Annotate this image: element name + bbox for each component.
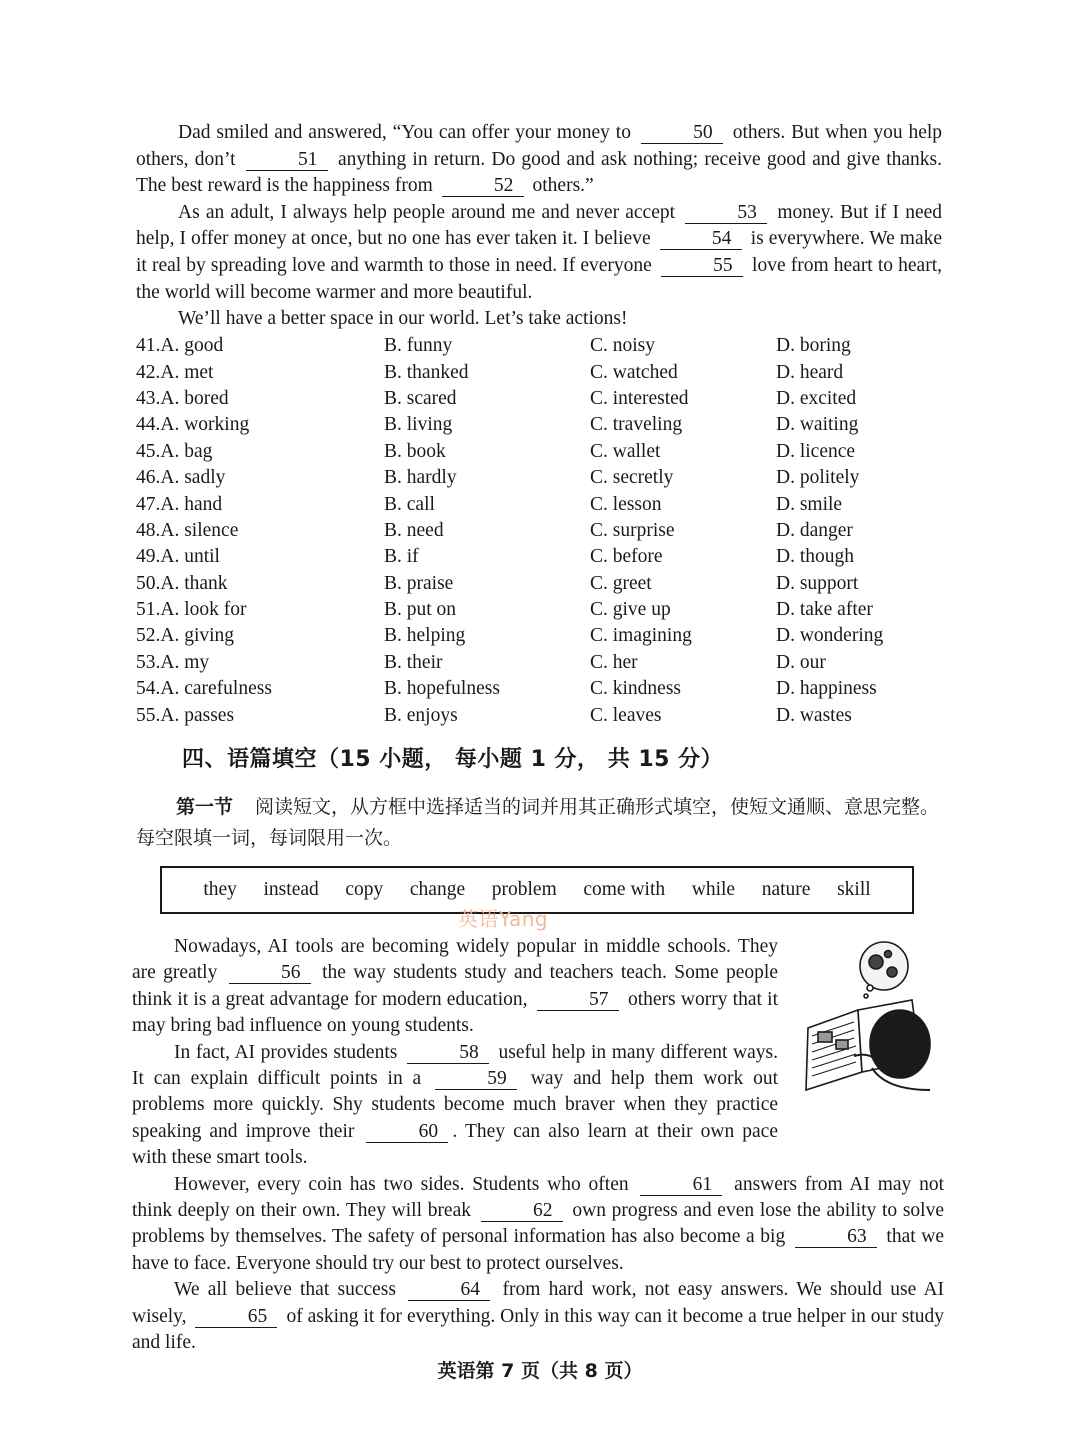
text-span: way and help them work out problems more quickly. Shy students become much braver when they practice speaking and improve their bbox=[132, 1068, 779, 1142]
option-cell bbox=[136, 650, 384, 676]
option-cell bbox=[384, 412, 590, 438]
blank-62: 62 bbox=[481, 1201, 563, 1222]
blank-59: 59 bbox=[435, 1069, 517, 1090]
option-cell bbox=[384, 571, 590, 597]
option-cell bbox=[136, 702, 384, 728]
option-a: A. sadly bbox=[160, 467, 226, 489]
option-b: B. thanked bbox=[384, 361, 469, 383]
option-a: A. met bbox=[160, 361, 214, 383]
option-c: C. greet bbox=[590, 572, 652, 594]
question-number: 49. bbox=[136, 546, 161, 568]
option-d: D. take after bbox=[776, 599, 873, 621]
option-row bbox=[136, 333, 936, 359]
option-c: C. noisy bbox=[590, 335, 656, 357]
option-row bbox=[136, 491, 936, 517]
option-cell bbox=[136, 571, 384, 597]
text-span: others worry that it may bring bad influence on young students. bbox=[132, 988, 779, 1037]
blank-53: 53 bbox=[685, 203, 767, 224]
option-cell bbox=[384, 491, 590, 517]
cloze-passage-end bbox=[136, 120, 942, 333]
question-number: 46. bbox=[136, 467, 161, 489]
options-table bbox=[136, 333, 936, 729]
option-cell bbox=[136, 623, 384, 649]
part-label: 第一节 bbox=[176, 796, 234, 818]
option-cell bbox=[776, 597, 936, 623]
option-cell bbox=[776, 571, 936, 597]
option-cell bbox=[590, 359, 776, 385]
option-cell bbox=[384, 597, 590, 623]
reading-paragraph-3 bbox=[132, 1172, 944, 1278]
option-a: A. bored bbox=[160, 387, 229, 409]
question-number: 55. bbox=[136, 704, 161, 726]
option-cell bbox=[590, 676, 776, 702]
question-number: 54. bbox=[136, 678, 161, 700]
option-cell bbox=[136, 412, 384, 438]
option-cell bbox=[590, 333, 776, 359]
blank-57: 57 bbox=[537, 990, 619, 1011]
text-span: from hard work, not easy answers. We should use AI wisely, bbox=[132, 1279, 945, 1327]
option-d: D. our bbox=[776, 651, 826, 673]
word-box-item: skill bbox=[837, 879, 871, 900]
option-a: A. giving bbox=[160, 625, 235, 647]
option-c: C. before bbox=[590, 546, 663, 568]
word-box-item: instead bbox=[263, 879, 319, 900]
option-row bbox=[136, 597, 936, 623]
watermark: 英语Yang bbox=[458, 907, 549, 931]
option-row bbox=[136, 465, 936, 491]
blank-54: 54 bbox=[660, 229, 742, 250]
option-d: D. boring bbox=[776, 335, 851, 357]
blank-56: 56 bbox=[229, 963, 311, 984]
option-cell bbox=[776, 702, 936, 728]
text-span: However, every coin has two sides. Students who often bbox=[174, 1173, 629, 1195]
option-cell bbox=[776, 623, 936, 649]
option-d: D. wastes bbox=[776, 704, 852, 726]
blank-55: 55 bbox=[661, 256, 743, 277]
option-cell bbox=[136, 676, 384, 702]
option-cell bbox=[384, 333, 590, 359]
cloze-paragraph-3: We’ll have a better space in our world. Let’s take actions! bbox=[178, 308, 628, 330]
section-instructions bbox=[136, 792, 946, 854]
option-d: D. happiness bbox=[776, 678, 877, 700]
blank-65: 65 bbox=[195, 1307, 277, 1328]
instructions-text: 阅读短文，从方框中选择适当的词并用其正确形式填空，使短文通顺、意思完整。每空限填一词，每词限用一次。 bbox=[136, 796, 940, 849]
text-span: others.” bbox=[532, 175, 594, 197]
option-d: D. licence bbox=[776, 440, 856, 462]
option-b: B. hardly bbox=[384, 467, 457, 489]
option-cell bbox=[136, 518, 384, 544]
option-cell bbox=[384, 439, 590, 465]
cloze-paragraph-1 bbox=[136, 120, 942, 200]
question-number: 43. bbox=[136, 387, 161, 409]
text-span: own progress and even lose the ability to solve problems by themselves. The safety of personal information has also become a big bbox=[132, 1200, 945, 1248]
text-span: the way students study and teachers teach. Some people think it is a great advantage for modern education, bbox=[132, 962, 778, 1010]
option-d: D. wondering bbox=[776, 625, 884, 647]
reading-paragraph-4 bbox=[132, 1277, 944, 1356]
option-b: B. if bbox=[384, 546, 419, 568]
option-cell bbox=[590, 465, 776, 491]
option-row bbox=[136, 676, 936, 702]
word-box-item: while bbox=[691, 879, 736, 900]
text-span: As an adult, I always help people around me and never accept bbox=[178, 201, 676, 223]
text-span: others. But when you help others, don’t bbox=[136, 122, 943, 170]
option-c: C. lesson bbox=[590, 493, 662, 515]
question-number: 44. bbox=[136, 414, 161, 436]
option-b: B. enjoys bbox=[384, 704, 458, 726]
option-cell bbox=[590, 518, 776, 544]
option-cell bbox=[136, 465, 384, 491]
option-row bbox=[136, 544, 936, 570]
option-cell bbox=[384, 650, 590, 676]
option-c: C. leaves bbox=[590, 704, 662, 726]
reading-paragraph-1 bbox=[132, 934, 778, 1040]
word-box-item: they bbox=[203, 879, 237, 900]
option-cell bbox=[776, 518, 936, 544]
blank-52: 52 bbox=[442, 176, 524, 197]
text-span: Dad smiled and answered, “You can offer your money to bbox=[178, 122, 631, 143]
option-d: D. though bbox=[776, 546, 854, 568]
option-b: B. helping bbox=[384, 625, 466, 647]
option-cell bbox=[136, 491, 384, 517]
option-cell bbox=[136, 386, 384, 412]
option-row bbox=[136, 571, 936, 597]
text-span: that we have to face. Everyone should try our best to protect ourselves. bbox=[132, 1226, 944, 1274]
option-a: A. silence bbox=[160, 519, 239, 541]
option-cell bbox=[776, 544, 936, 570]
option-cell bbox=[590, 439, 776, 465]
option-cell bbox=[136, 597, 384, 623]
option-d: D. excited bbox=[776, 387, 857, 409]
question-number: 47. bbox=[136, 493, 161, 515]
option-b: B. living bbox=[384, 414, 453, 436]
blank-51: 51 bbox=[246, 150, 328, 171]
option-b: B. praise bbox=[384, 572, 454, 594]
option-cell bbox=[384, 386, 590, 412]
word-box-item: copy bbox=[345, 879, 384, 900]
option-cell bbox=[776, 439, 936, 465]
option-a: A. passes bbox=[160, 704, 235, 726]
option-a: A. until bbox=[160, 546, 220, 568]
blank-64: 64 bbox=[408, 1280, 490, 1301]
option-a: A. working bbox=[160, 414, 250, 436]
option-cell bbox=[590, 386, 776, 412]
question-number: 52. bbox=[136, 625, 161, 647]
question-number: 53. bbox=[136, 651, 161, 673]
option-row bbox=[136, 518, 936, 544]
cloze-paragraph-2 bbox=[136, 200, 942, 306]
text-span: useful help in many different ways. It can explain difficult points in a bbox=[132, 1041, 779, 1090]
option-cell bbox=[776, 359, 936, 385]
option-d: D. support bbox=[776, 572, 859, 594]
option-b: B. book bbox=[384, 440, 446, 462]
option-row bbox=[136, 359, 936, 385]
blank-50: 50 bbox=[641, 123, 723, 144]
option-c: C. surprise bbox=[590, 519, 675, 541]
question-number: 42. bbox=[136, 361, 161, 383]
option-cell bbox=[384, 518, 590, 544]
word-box-item: problem bbox=[491, 879, 557, 900]
text-span: is everywhere. We make it real by spreading love and warmth to those in need. If everyone bbox=[136, 228, 943, 276]
option-cell bbox=[384, 544, 590, 570]
text-span: Nowadays, AI tools are becoming widely popular in middle schools. They are greatly bbox=[132, 936, 778, 984]
option-d: D. heard bbox=[776, 361, 844, 383]
question-number: 41. bbox=[136, 335, 161, 357]
option-cell bbox=[776, 650, 936, 676]
option-c: C. watched bbox=[590, 361, 678, 383]
text-span: . They can also learn at their own pace with these smart tools. bbox=[132, 1120, 778, 1169]
reading-passage bbox=[132, 934, 944, 1357]
option-row bbox=[136, 702, 936, 728]
option-a: A. good bbox=[160, 335, 224, 357]
blank-63: 63 bbox=[795, 1227, 877, 1248]
option-cell bbox=[384, 676, 590, 702]
word-box-item: change bbox=[409, 879, 466, 900]
option-cell bbox=[384, 359, 590, 385]
blank-61: 61 bbox=[640, 1175, 722, 1196]
option-a: A. thank bbox=[160, 572, 228, 594]
option-b: B. their bbox=[384, 651, 443, 673]
blank-60: 60 bbox=[366, 1122, 448, 1143]
option-cell bbox=[590, 491, 776, 517]
option-row bbox=[136, 386, 936, 412]
option-row bbox=[136, 412, 936, 438]
option-b: B. hopefulness bbox=[384, 678, 500, 700]
option-cell bbox=[776, 386, 936, 412]
option-row bbox=[136, 623, 936, 649]
option-c: C. imagining bbox=[590, 625, 692, 647]
option-c: C. interested bbox=[590, 387, 689, 409]
option-cell bbox=[590, 571, 776, 597]
option-cell bbox=[590, 702, 776, 728]
option-b: B. scared bbox=[384, 387, 457, 409]
option-cell bbox=[590, 544, 776, 570]
blank-58: 58 bbox=[407, 1043, 489, 1064]
option-b: B. call bbox=[384, 493, 435, 515]
option-c: C. wallet bbox=[590, 440, 661, 462]
option-d: D. politely bbox=[776, 467, 860, 489]
question-number: 51. bbox=[136, 599, 161, 621]
text-span: of asking it for everything. Only in this way can it become a true helper in our study and life. bbox=[132, 1305, 945, 1354]
text-span: love from heart to heart, the world will become warmer and more beautiful. bbox=[136, 254, 942, 303]
option-cell bbox=[384, 465, 590, 491]
section-heading: 四、语篇填空（15 小题， 每小题 1 分， 共 15 分） bbox=[182, 747, 724, 772]
option-d: D. waiting bbox=[776, 414, 859, 436]
option-c: C. give up bbox=[590, 599, 671, 621]
word-box-item: come with bbox=[583, 879, 666, 900]
option-cell bbox=[136, 439, 384, 465]
option-cell bbox=[590, 623, 776, 649]
option-a: A. my bbox=[160, 651, 210, 673]
option-row bbox=[136, 650, 936, 676]
option-b: B. put on bbox=[384, 599, 457, 621]
text-span: money. But if I need help, I offer money at once, but no one has ever taken it. I believe bbox=[136, 201, 943, 250]
option-row bbox=[136, 439, 936, 465]
option-c: C. kindness bbox=[590, 678, 682, 700]
option-cell bbox=[776, 465, 936, 491]
option-a: A. hand bbox=[160, 493, 223, 515]
option-d: D. danger bbox=[776, 519, 853, 541]
text-span: In fact, AI provides students bbox=[174, 1041, 398, 1063]
option-b: B. need bbox=[384, 519, 444, 541]
question-number: 48. bbox=[136, 519, 161, 541]
option-cell bbox=[384, 702, 590, 728]
option-cell bbox=[590, 412, 776, 438]
question-number: 45. bbox=[136, 440, 161, 462]
option-c: C. secretly bbox=[590, 467, 674, 489]
word-box-item: nature bbox=[761, 879, 811, 900]
option-cell bbox=[136, 359, 384, 385]
option-cell bbox=[590, 650, 776, 676]
option-b: B. funny bbox=[384, 335, 453, 357]
text-span: answers from AI may not think deeply on their own. They will break bbox=[132, 1173, 944, 1222]
option-a: A. look for bbox=[160, 599, 247, 621]
option-cell bbox=[590, 597, 776, 623]
option-cell bbox=[136, 544, 384, 570]
option-a: A. carefulness bbox=[160, 678, 272, 700]
option-d: D. smile bbox=[776, 493, 843, 515]
option-c: C. traveling bbox=[590, 414, 683, 436]
option-cell bbox=[776, 676, 936, 702]
reading-paragraph-2 bbox=[132, 1040, 778, 1172]
option-cell bbox=[136, 333, 384, 359]
option-a: A. bag bbox=[160, 440, 213, 462]
question-number: 50. bbox=[136, 572, 161, 594]
option-cell bbox=[776, 412, 936, 438]
option-cell bbox=[776, 491, 936, 517]
option-cell bbox=[776, 333, 936, 359]
text-span: We all believe that success bbox=[174, 1279, 396, 1301]
page-footer: 英语第 7 页（共 8 页） bbox=[437, 1360, 643, 1382]
option-cell bbox=[384, 623, 590, 649]
option-c: C. her bbox=[590, 651, 638, 673]
text-span: anything in return. Do good and ask nothing; receive good and give thanks. The best reward is the happiness from bbox=[136, 148, 943, 197]
